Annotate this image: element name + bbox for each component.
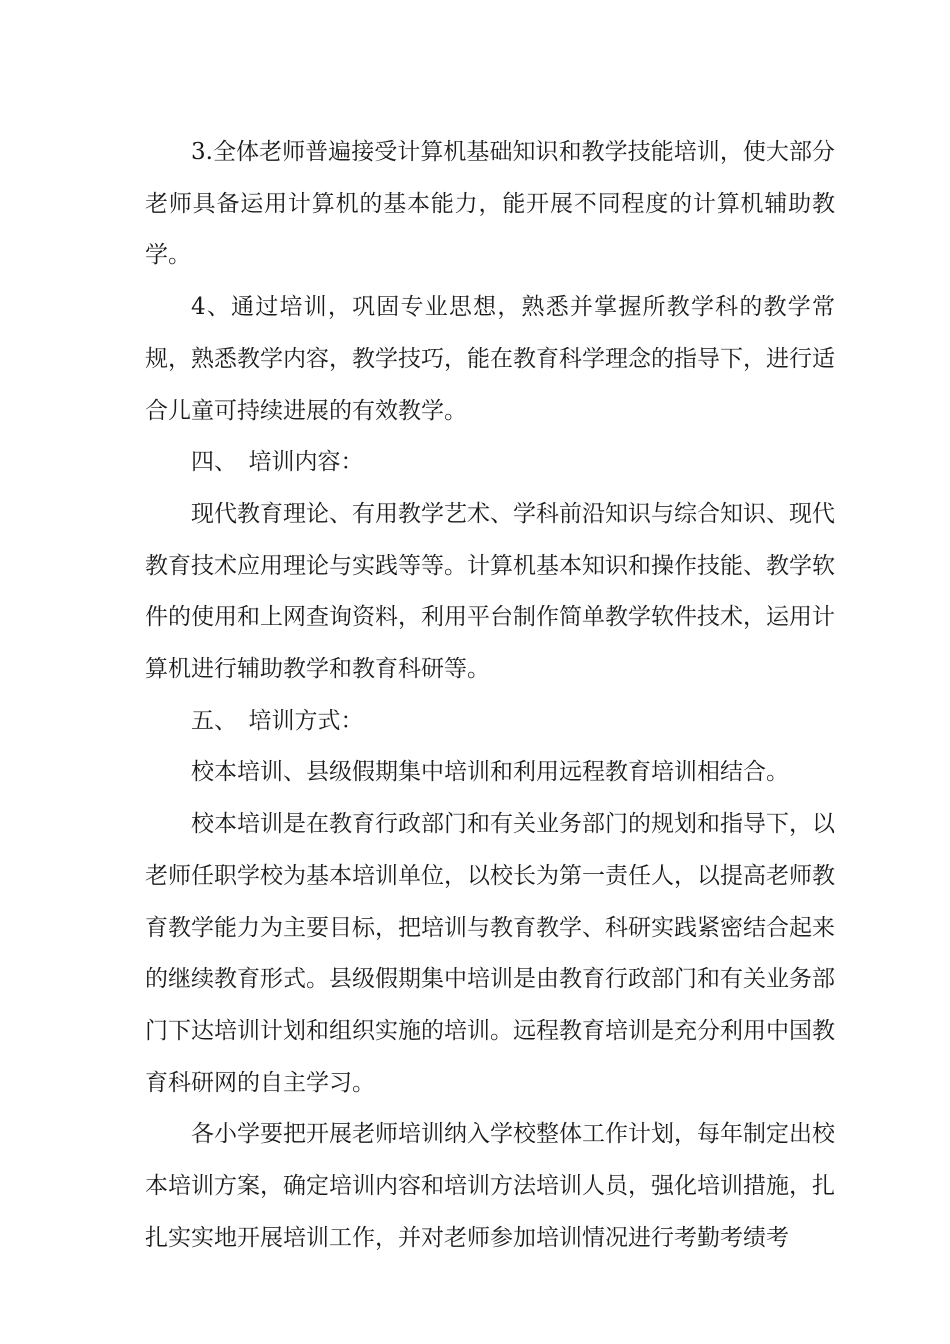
paragraph-school-based-training: 校本培训是在教育行政部门和有关业务部门的规划和指导下，以老师任职学校为基本培训单位，以校长为第一责任人，以提高老师教育教学能力为主要目标，把培训与教育教学、科研实践紧密结合起来的继续教育形式。县级假期集中培训是由教育行政部门和有关业务部门下达培训计划和组织实施的培训。远程教育培训是充分利用中国教育科研网的自主学习。 (145, 811, 835, 1096)
paragraph-school-plan: 各小学要把开展老师培训纳入学校整体工作计划，每年制定出校本培训方案，确定培训内容和培训方法培训人员，强化培训措施，扎扎实实地开展培训工作，并对老师参加培训情况进行考勤考绩考 (145, 1121, 835, 1251)
paragraph-goal-4: 4、通过培训，巩固专业思想，熟悉并掌握所教学科的教学常规，熟悉教学内容，教学技巧，能在教育科学理念的指导下，进行适合儿童可持续进展的有效教学。 (145, 294, 835, 424)
section-heading-training-content: 四、 培训内容： (191, 449, 364, 476)
paragraph-training-content: 现代教育理论、有用教学艺术、学科前沿知识与综合知识、现代教育技术应用理论与实践等等。计算机基本知识和操作技能、教学软件的使用和上网查询资料，利用平台制作简单教学软件技术，运用计算机进行辅助教学和教育科研等。 (145, 500, 835, 683)
document-body (145, 127, 835, 1264)
paragraph-training-method-summary: 校本培训、县级假期集中培训和利用远程教育培训相结合。 (191, 759, 789, 786)
section-heading-training-method: 五、 培训方式： (191, 707, 364, 734)
paragraph-goal-3: 3.全体老师普遍接受计算机基础知识和教学技能培训，使大部分老师具备运用计算机的基本能力，能开展不同程度的计算机辅助教学。 (145, 139, 835, 269)
